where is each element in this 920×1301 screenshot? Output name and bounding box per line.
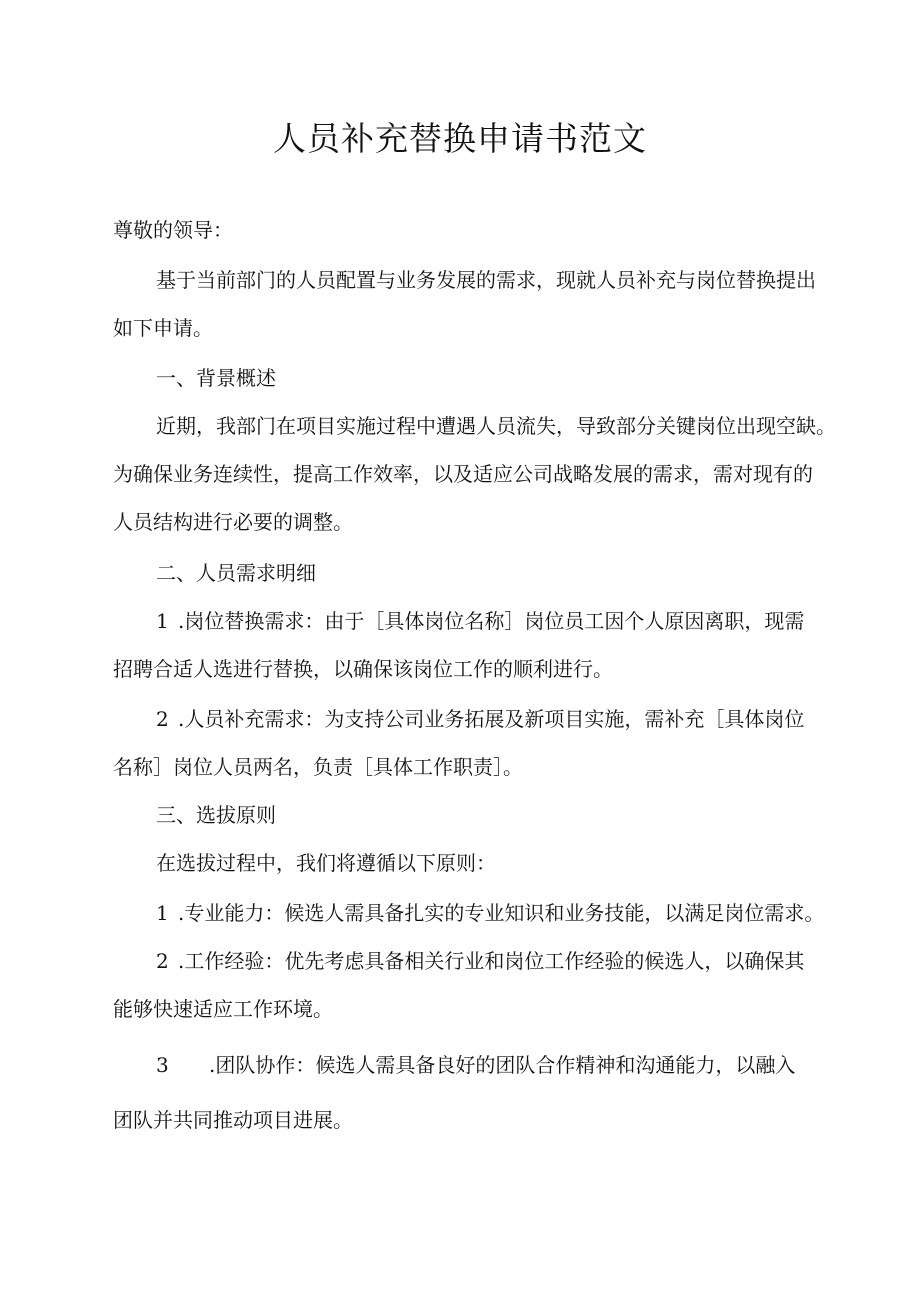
section2-item2-line-2: 名称］岗位人员两名，负责［具体工作职责］。 [113, 755, 523, 779]
section1-line-3: 人员结构进行必要的调整。 [113, 510, 353, 534]
section3-item2-number: 2 [156, 949, 169, 973]
section3-item1-line-1 [156, 899, 824, 927]
section2-item1-text: .岗位替换需求：由于［具体岗位名称］岗位员工因个人原因离职，现需 [178, 609, 805, 633]
section3-lead: 在选拔过程中，我们将遵循以下原则： [156, 851, 496, 875]
section3-item1-number: 1 [156, 901, 169, 925]
section3-item2-line-1 [156, 947, 804, 975]
intro-line-2: 如下申请。 [113, 316, 213, 340]
section3-item3-line-2: 团队并共同推动项目进展。 [113, 1108, 353, 1132]
document-title: 人员补充替换申请书范文 [273, 119, 647, 158]
section3-item2-line-2: 能够快速适应工作环境。 [113, 997, 333, 1021]
section3-item1-text: .专业能力：候选人需具备扎实的专业知识和业务技能，以满足岗位需求。 [178, 901, 825, 925]
section3-item3-number: 3 [156, 1053, 169, 1077]
section1-line-2: 为确保业务连续性，提高工作效率，以及适应公司战略发展的需求，需对现有的 [113, 462, 813, 486]
section3-item3-line-1 [156, 1051, 795, 1079]
salutation: 尊敬的领导： [113, 218, 233, 242]
section2-item2-line-1 [156, 705, 804, 733]
section2-item1-line-2: 招聘合适人选进行替换，以确保该岗位工作的顺利进行。 [113, 657, 613, 681]
intro-line-1: 基于当前部门的人员配置与业务发展的需求，现就人员补充与岗位替换提出 [156, 268, 816, 292]
section1-line-1: 近期，我部门在项目实施过程中遭遇人员流失，导致部分关键岗位出现空缺。 [156, 414, 836, 438]
section2-item1-line-1 [156, 607, 804, 635]
section3-item2-text: .工作经验：优先考虑具备相关行业和岗位工作经验的候选人，以确保其 [178, 949, 805, 973]
section2-item2-number: 2 [156, 707, 169, 731]
section2-item1-number: 1 [156, 609, 169, 633]
section2-item2-text: .人员补充需求：为支持公司业务拓展及新项目实施，需补充［具体岗位 [178, 707, 805, 731]
section2-heading: 二、人员需求明细 [156, 561, 316, 585]
section1-heading: 一、背景概述 [156, 366, 276, 390]
section3-item3-text: .团队协作：候选人需具备良好的团队合作精神和沟通能力，以融入 [209, 1053, 796, 1077]
section3-heading: 三、选拔原则 [156, 803, 276, 827]
